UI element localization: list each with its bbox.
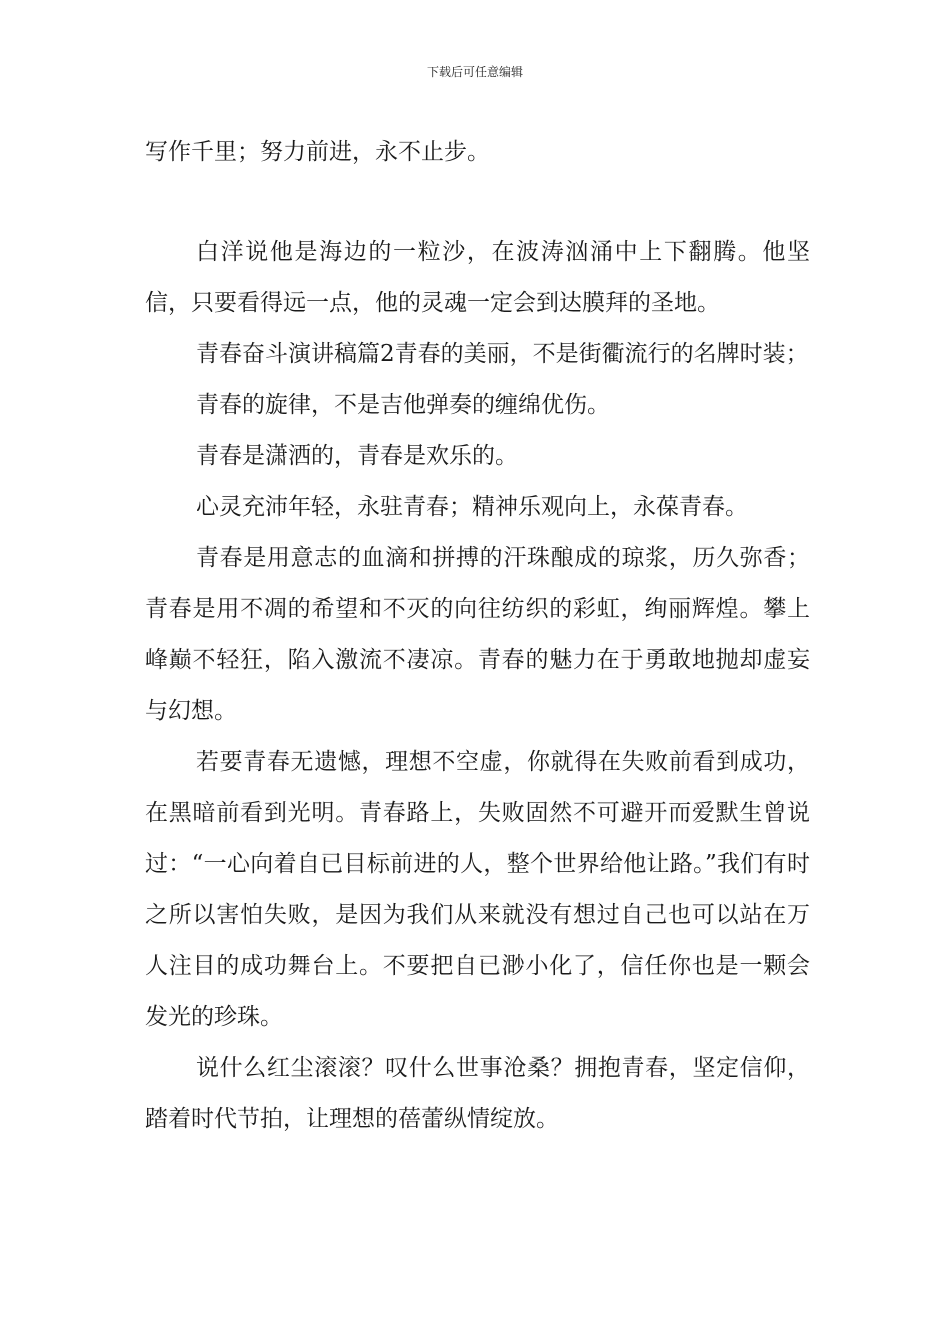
paragraph-gap bbox=[145, 178, 810, 227]
paragraph-5: 青春是潇洒的，青春是欢乐的。 bbox=[196, 443, 518, 469]
document-body bbox=[145, 127, 810, 1145]
paragraph-9: 说什么红尘滚滚？叹什么世事沧桑？拥抱青春，坚定信仰，踏着时代节拍，让理想的蓓蕾纵情绽放。 bbox=[145, 1055, 810, 1132]
paragraph-4: 青春的旋律，不是吉他弹奏的缠绵优伤。 bbox=[196, 392, 610, 418]
paragraph-6: 心灵充沛年轻，永驻青春；精神乐观向上，永葆青春。 bbox=[196, 494, 748, 520]
paragraph-8: 若要青春无遗憾，理想不空虚，你就得在失败前看到成功，在黑暗前看到光明。青春路上，失败固然不可避开而爱默生曾说过：“一心向着自已目标前进的人，整个世界给他让路。”我们有时之所以害怕失败，是因为我们从来就没有想过自己也可以站在万人注目的成功舞台上。不要把自已渺小化了，信任你也是一颗会发光的珍珠。 bbox=[145, 749, 810, 1030]
page-header: 下载后可任意编辑 bbox=[426, 65, 523, 79]
paragraph-2: 白洋说他是海边的一粒沙，在波涛汹涌中上下翻腾。他坚信，只要看得远一点，他的灵魂一定会到达膜拜的圣地。 bbox=[145, 239, 810, 316]
paragraph-7: 青春是用意志的血滴和拼搏的汗珠酿成的琼浆，历久弥香；青春是用不凋的希望和不灭的向往纺织的彩虹，绚丽辉煌。攀上峰巅不轻狂，陷入激流不凄凉。青春的魅力在于勇敢地抛却虚妄与幻想。 bbox=[145, 545, 810, 724]
paragraph-3: 青春奋斗演讲稿篇2青春的美丽，不是街衢流行的名牌时装； bbox=[196, 341, 809, 367]
paragraph-1: 写作千里；努力前进，永不止步。 bbox=[145, 139, 490, 165]
